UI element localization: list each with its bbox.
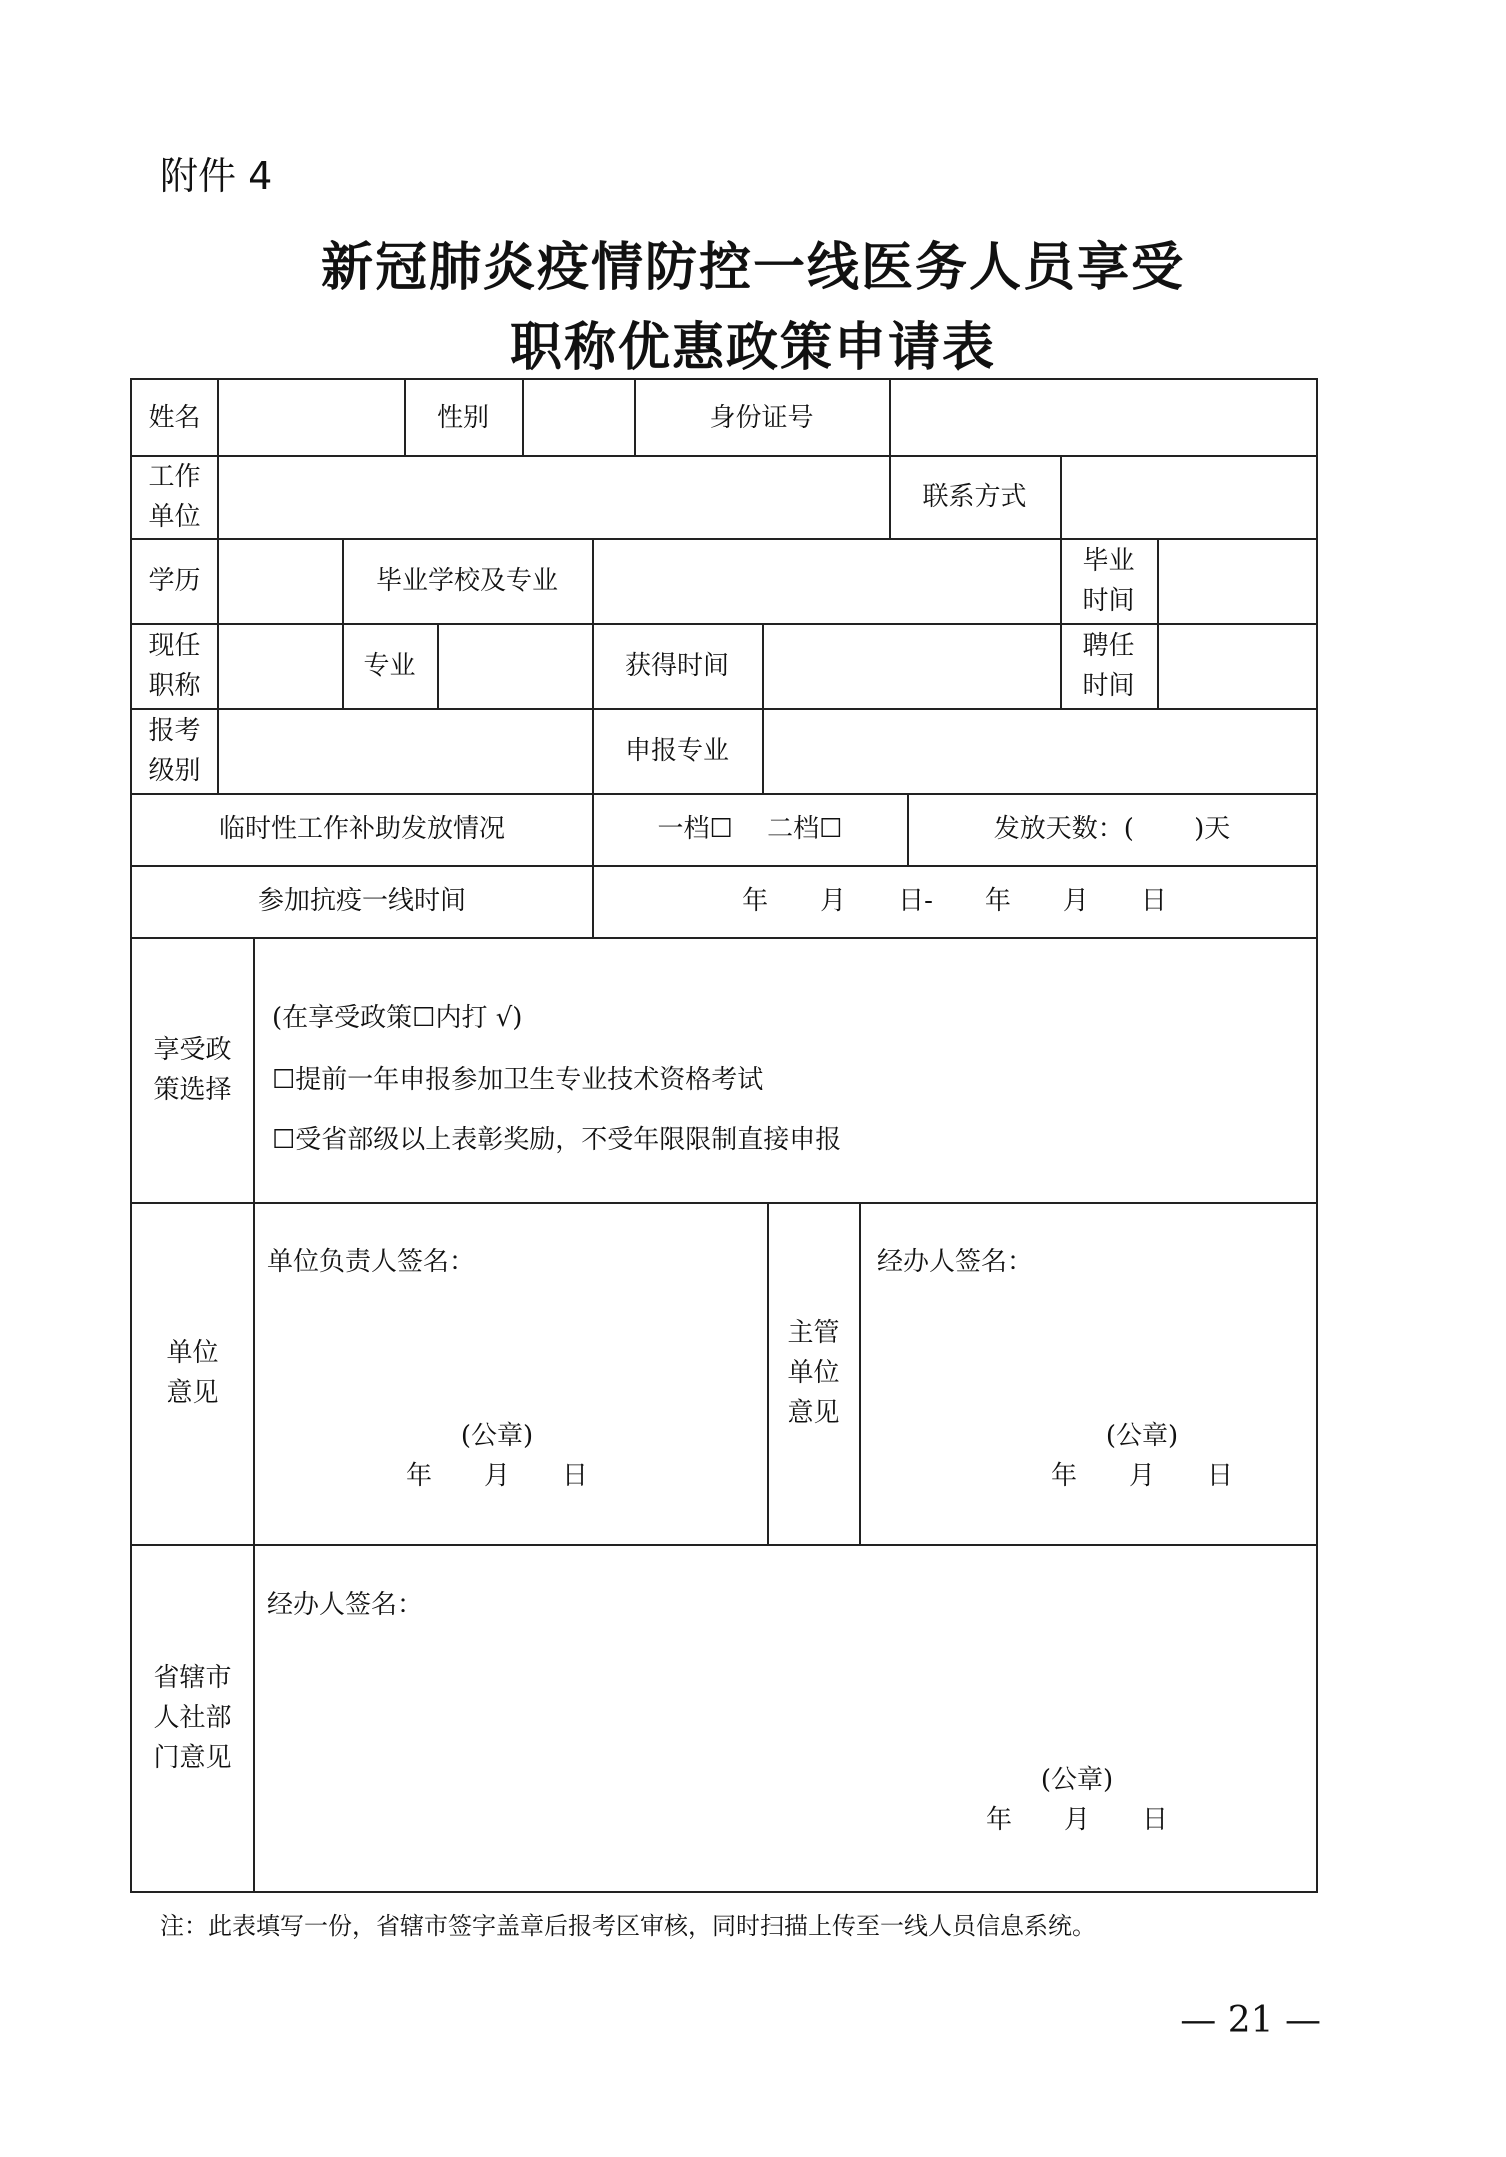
unit-opinion-label: 单位 意见 (166, 1338, 219, 1408)
gender-field[interactable] (523, 380, 634, 455)
work-unit-field[interactable] (218, 455, 889, 538)
unit-leader-signature[interactable]: 单位负责人签名： (267, 1247, 476, 1277)
policy-selection-label: 享受政 策选择 (153, 1034, 232, 1105)
subsidy-options[interactable]: 一档☐ 二档☐ (657, 814, 843, 844)
hire-time-field[interactable] (1158, 623, 1316, 708)
policy-hint: (在享受政策☐内打 √) (272, 1003, 523, 1033)
contact-label: 联系方式 (922, 481, 1027, 512)
unit-seal: (公章) (460, 1421, 534, 1451)
education-label: 学历 (148, 565, 201, 596)
graduation-time-field[interactable] (1158, 538, 1316, 623)
education-field[interactable] (218, 538, 342, 623)
city-hr-handler-signature[interactable]: 经办人签名： (267, 1590, 424, 1620)
page-number: — 21 — (1180, 2000, 1321, 2041)
current-title-field[interactable] (218, 623, 342, 708)
document-title-line1: 新冠肺炎疫情防控一线医务人员享受 (320, 237, 1185, 298)
document-title-line2: 职称优惠政策申请表 (509, 317, 996, 378)
obtain-time-label: 获得时间 (624, 650, 729, 681)
form-note: 注：此表填写一份，省辖市签字盖章后报考区审核，同时扫描上传至一线人员信息系统。 (160, 1912, 1096, 1940)
id-number-field[interactable] (890, 380, 1316, 455)
supervisor-handler-signature[interactable]: 经办人签名： (877, 1247, 1034, 1277)
hire-time-label: 聘任 时间 (1082, 630, 1135, 701)
major-label: 专业 (363, 650, 416, 681)
supervisor-date[interactable]: 年 月 日 (1050, 1461, 1233, 1491)
name-label: 姓名 (148, 402, 201, 433)
city-hr-opinion-label: 省辖市 人社部 门意见 (153, 1662, 232, 1773)
school-major-field[interactable] (593, 538, 1060, 623)
attachment-label: 附件 4 (160, 154, 273, 198)
supervisor-opinion-label: 主管 单位 意见 (787, 1318, 840, 1428)
policy-option-award-direct[interactable]: ☐受省部级以上表彰奖励，不受年限限制直接申报 (272, 1125, 842, 1155)
apply-major-field[interactable] (763, 708, 1316, 793)
unit-date[interactable]: 年 月 日 (405, 1461, 588, 1491)
school-major-label: 毕业学校及专业 (375, 565, 558, 596)
obtain-time-field[interactable] (763, 623, 1060, 708)
supervisor-seal: (公章) (1105, 1421, 1179, 1451)
city-hr-seal: (公章) (1040, 1765, 1114, 1795)
graduation-time-label: 毕业 时间 (1082, 545, 1135, 616)
subsidy-label: 临时性工作补助发放情况 (218, 814, 505, 844)
gender-label: 性别 (436, 402, 489, 433)
subsidy-days[interactable]: 发放天数：( )天 (993, 814, 1231, 844)
city-hr-date[interactable]: 年 月 日 (985, 1805, 1168, 1835)
exam-level-field[interactable] (218, 708, 592, 793)
major-field[interactable] (438, 623, 592, 708)
id-number-label: 身份证号 (709, 402, 814, 433)
name-field[interactable] (218, 380, 404, 455)
exam-level-label: 报考 级别 (148, 715, 201, 786)
policy-option-early-exam[interactable]: ☐提前一年申报参加卫生专业技术资格考试 (272, 1065, 764, 1095)
contact-field[interactable] (1061, 455, 1316, 538)
apply-major-label: 申报专业 (624, 735, 729, 766)
frontline-time-field[interactable]: 年 月 日- 年 月 日 (742, 886, 1167, 916)
current-title-label: 现任 职称 (148, 630, 201, 701)
application-form (130, 378, 1318, 1893)
work-unit-label: 工作 单位 (148, 461, 201, 532)
frontline-time-label: 参加抗疫一线时间 (257, 886, 466, 916)
